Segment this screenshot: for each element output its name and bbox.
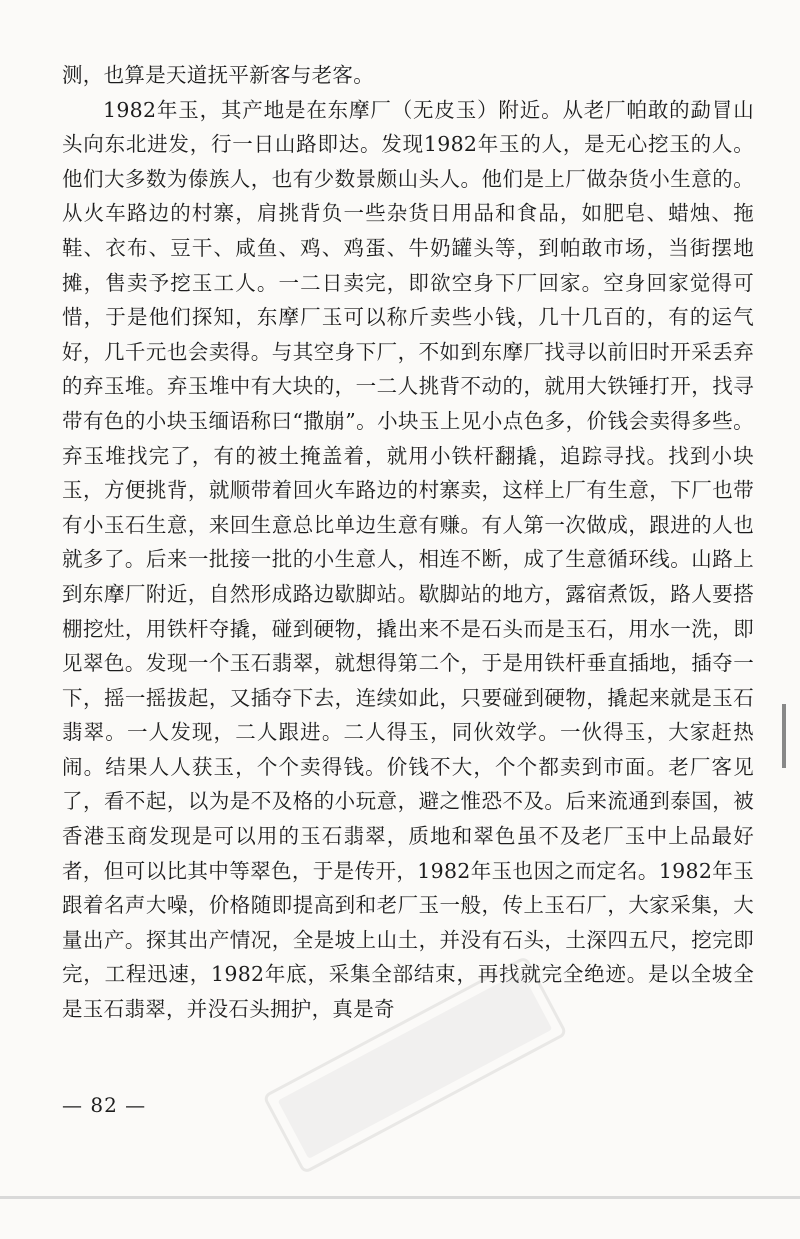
paragraph-continuation: 测，也算是天道抚平新客与老客。 [62,63,374,87]
paragraph-1982-jade: 1982年玉，其产地是在东摩厂（无皮玉）附近。从老厂帕敢的勐冒山头向东北进发，行一日山路即达。发现1982年玉的人，是无心挖玉的人。他们大多数为傣族人，也有少数景颇山头人。他们是上厂做杂货小生意的。从火车路边的村寨，肩挑背负一些杂货日用品和食品，如肥皂、蜡烛、拖鞋、衣布、豆干、咸鱼、鸡、鸡蛋、牛奶罐头等，到帕敢市场，当街摆地摊，售卖予挖玉工人。一二日卖完，即欲空身下厂回家。空身回家觉得可惜，于是他们探知，东摩厂玉可以称斤卖些小钱，几十几百的，有的运气好，几千元也会卖得。与其空身下厂，不如到东摩厂找寻以前旧时开采丢弃的弃玉堆。弃玉堆中有大块的，一二人挑背不动的，就用大铁锤打开，找寻带有色的小块玉缅语称曰“撒崩”。小块玉上见小点色多，价钱会卖得多些。弃玉堆找完了，有的被土掩盖着，就用小铁杆翻撬，追踪寻找。找到小块玉，方便挑背，就顺带着回火车路边的村寨卖，这样上厂有生意，下厂也带有小玉石生意，来回生意总比单边生意有赚。有人第一次做成，跟进的人也就多了。后来一批接一批的小生意人，相连不断，成了生意循环线。山路上到东摩厂附近，自然形成路边歇脚站。歇脚站的地方，露宿煮饭，路人要搭棚挖灶，用铁杆夺撬，碰到硬物，撬出来不是石头而是玉石，用水一洗，即见翠色。发现一个玉石翡翠，就想得第二个，于是用铁杆垂直插地，插夺一下，摇一摇拔起，又插夺下去，连续如此，只要碰到硬物，撬起来就是玉石翡翠。一人发现，二人跟进。二人得玉，同伙效学。一伙得玉，大家赶热闹。结果人人获玉，个个卖得钱。价钱不大，个个都卖到市面。老厂客见了，看不起，以为是不及格的小玩意，避之惟恐不及。后来流通到泰国，被香港玉商发现是可以用的玉石翡翠，质地和翠色虽不及老厂玉中上品最好者，但可以比其中等翠色，于是传开，1982年玉也因之而定名。1982年玉跟着名声大噪，价格随即提高到和老厂玉一般，传上玉石厂，大家采集，大量出产。探其出产情况，全是坡上山土，并没有石头，土深四五尺，挖完即完，工程迅速，1982年底，采集全部结束，再找就完全绝迹。是以全坡全是玉石翡翠，并没石头拥护，真是奇 [62,97,754,1022]
page-number: — 82 — [62,1093,147,1117]
page-body-text [62,58,754,1027]
margin-mark [782,704,786,768]
page-bottom-edge [0,1196,800,1199]
